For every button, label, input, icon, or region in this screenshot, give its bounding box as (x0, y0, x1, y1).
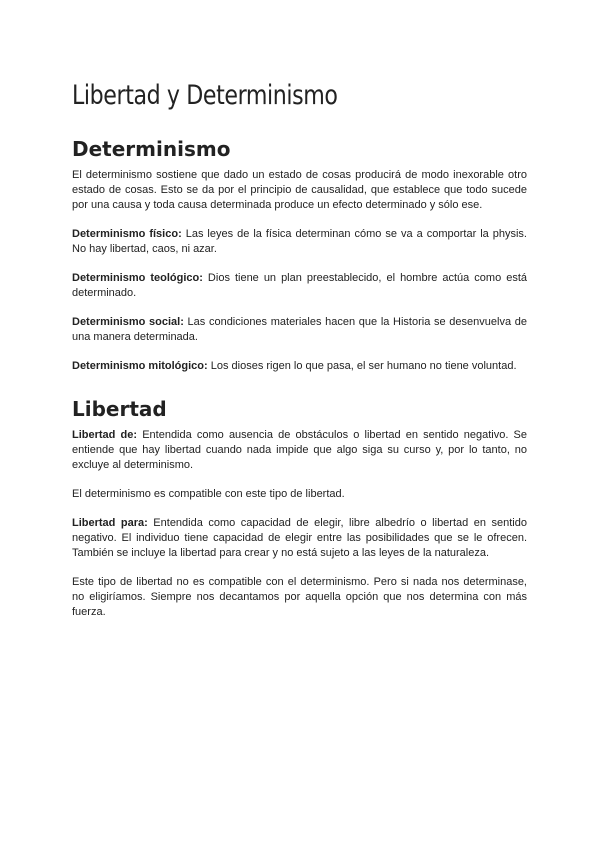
determinismo-teologico-label: Determinismo teológico: (72, 272, 203, 284)
determinismo-social-label: Determinismo social: (72, 316, 184, 328)
libertad-de-text: Entendida como ausencia de obstáculos o libertad en sentido negativo. Se entiende que hay libertad cuando nada impide que algo siga su curso y, por lo tanto, no excluye al determinismo. (72, 429, 527, 471)
determinismo-social-paragraph (72, 315, 527, 345)
libertad-para-label: Libertad para: (72, 517, 148, 529)
document-title: Libertad y Determinismo (72, 80, 338, 111)
document-page (72, 70, 527, 620)
libertad-para-paragraph (72, 516, 527, 561)
determinismo-mitologico-label: Determinismo mitológico: (72, 360, 208, 372)
determinismo-teologico-paragraph (72, 271, 527, 301)
determinismo-fisico-text: Las leyes de la física determinan cómo se va a comportar la physis. No hay libertad, caos, ni azar. (72, 228, 527, 255)
determinismo-teologico-text: Dios tiene un plan preestablecido, el hombre actúa como está determinado. (72, 272, 527, 299)
libertad-de-paragraph (72, 428, 527, 473)
section-heading-determinismo: Determinismo (72, 137, 231, 161)
determinismo-social-text: Las condiciones materiales hacen que la Historia se desenvuelva de una manera determinada. (72, 316, 527, 343)
determinismo-fisico-label: Determinismo físico: (72, 228, 182, 240)
libertad-de-label: Libertad de: (72, 429, 138, 441)
compat-note: El determinismo es compatible con este tipo de libertad. (72, 488, 345, 500)
determinismo-fisico-paragraph (72, 227, 527, 257)
section-heading-libertad: Libertad (72, 397, 167, 421)
determinismo-mitologico-text: Los dioses rigen lo que pasa, el ser humano no tiene voluntad. (207, 360, 517, 372)
closing-paragraph: Este tipo de libertad no es compatible con el determinismo. Pero si nada nos determinase, no eligiríamos. Siempre nos decantamos por aquella opción que nos determina con más fuerza. (72, 576, 527, 618)
determinismo-mitologico-paragraph (72, 359, 527, 374)
determinismo-intro: El determinismo sostiene que dado un estado de cosas producirá de modo inexorable otro estado de cosas. Esto se da por el principio de causalidad, que establece que todo sucede por una causa y toda causa determinada produce un efecto determinado y sólo ese. (72, 169, 527, 211)
libertad-para-text: Entendida como capacidad de elegir, libre albedrío o libertad en sentido negativo. El individuo tiene capacidad de elegir entre las posibilidades que se le ofrecen. También se incluye la libertad para crear y no está sujeto a las leyes de la naturaleza. (72, 517, 527, 559)
